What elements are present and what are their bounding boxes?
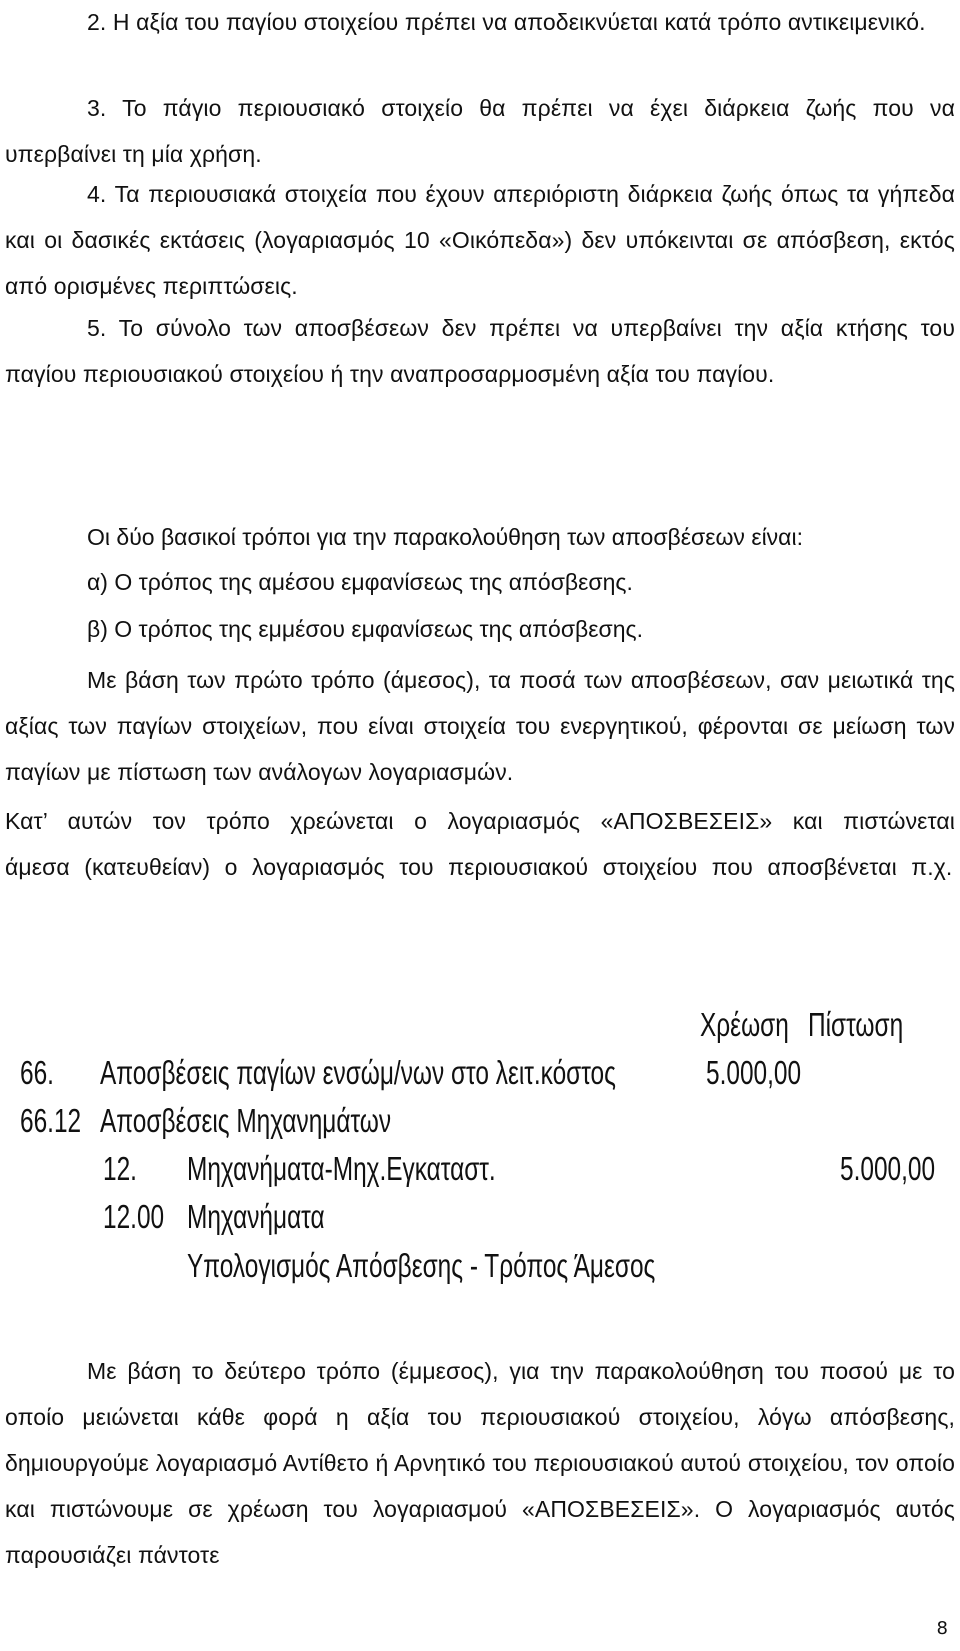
debit-header: Χρέωση	[700, 1006, 789, 1043]
credit-header: Πίστωση	[808, 1006, 904, 1043]
journal-row-label: Μηχανήματα-Μηχ.Εγκαταστ.	[187, 1150, 496, 1187]
journal-row-label: Αποσβέσεις παγίων ενσώμ/νων στο λειτ.κόστος	[100, 1054, 616, 1091]
paragraph-item-2: 2. Η αξία του παγίου στοιχείου πρέπει να αποδεικνύεται κατά τρόπο αντικειμενικό.	[87, 9, 926, 35]
journal-row-code: 12.	[103, 1150, 137, 1187]
journal-row-label: Αποσβέσεις Μηχανημάτων	[100, 1102, 392, 1139]
journal-row-code: 12.00	[103, 1198, 165, 1235]
journal-caption: Υπολογισμός Απόσβεσης - Τρόπος Άμεσος	[187, 1247, 656, 1284]
indirect-method-paragraph: Με βάση το δεύτερο τρόπο (έμμεσος), για την παρακολούθηση του ποσού με το οποίο μειώνεται κάθε φορά η αξία του περιουσιακού στοιχείου, λόγω απόσβεσης, δημιουργούμε λογαριασμό Αντίθετο ή Αρνητικό του περιουσιακού αυτού στοιχείου, τον οποίο και πιστώνουμε σε χρέωση του λογαριασμού «ΑΠΟΣΒΕΣΕΙΣ». Ο λογαριασμός αυτός παρουσιάζει πάντοτε	[5, 1358, 955, 1568]
direct-method-paragraph-2: Κατ’ αυτών τον τρόπο χρεώνεται ο λογαριασμός «ΑΠΟΣΒΕΣΕΙΣ» και πιστώνεται άμεσα (κατευθείαν) ο λογαριασμός του περιουσιακού στοιχείου που αποσβένεται π.χ.	[5, 808, 955, 880]
methods-intro: Οι δύο βασικοί τρόποι για την παρακολούθηση των αποσβέσεων είναι:	[87, 524, 803, 550]
paragraph-item-5: 5. Το σύνολο των αποσβέσεων δεν πρέπει να υπερβαίνει την αξία κτήσης του παγίου περιουσιακού στοιχείου ή την αναπροσαρμοσμένη αξία του παγίου.	[5, 315, 955, 387]
direct-method-paragraph: Με βάση των πρώτο τρόπο (άμεσος), τα ποσά των αποσβέσεων, σαν μειωτικά της αξίας των παγίων στοιχείων, που είναι στοιχεία του ενεργητικού, φέρονται σε μείωση των παγίων με πίστωση των ανάλογων λογαριασμών.	[5, 667, 955, 785]
journal-row-code: 66.	[20, 1054, 54, 1091]
journal-row-debit: 5.000,00	[706, 1054, 802, 1091]
journal-row-code: 66.12	[20, 1102, 82, 1139]
page-number: 8	[936, 1618, 948, 1639]
method-b: β) Ο τρόπος της εμμέσου εμφανίσεως της απόσβεσης.	[87, 616, 643, 642]
paragraph-item-3: 3. Το πάγιο περιουσιακό στοιχείο θα πρέπει να έχει διάρκεια ζωής που να υπερβαίνει τη μία χρήση.	[5, 95, 955, 167]
journal-row-label: Μηχανήματα	[187, 1198, 325, 1235]
method-a: α) Ο τρόπος της αμέσου εμφανίσεως της απόσβεσης.	[87, 569, 633, 595]
paragraph-item-4: 4. Τα περιουσιακά στοιχεία που έχουν απεριόριστη διάρκεια ζωής όπως τα γήπεδα και οι δασικές εκτάσεις (λογαριασμός 10 «Οικόπεδα») δεν υπόκεινται σε απόσβεση, εκτός από ορισμένες περιπτώσεις.	[5, 181, 955, 299]
journal-row-credit: 5.000,00	[840, 1150, 936, 1187]
